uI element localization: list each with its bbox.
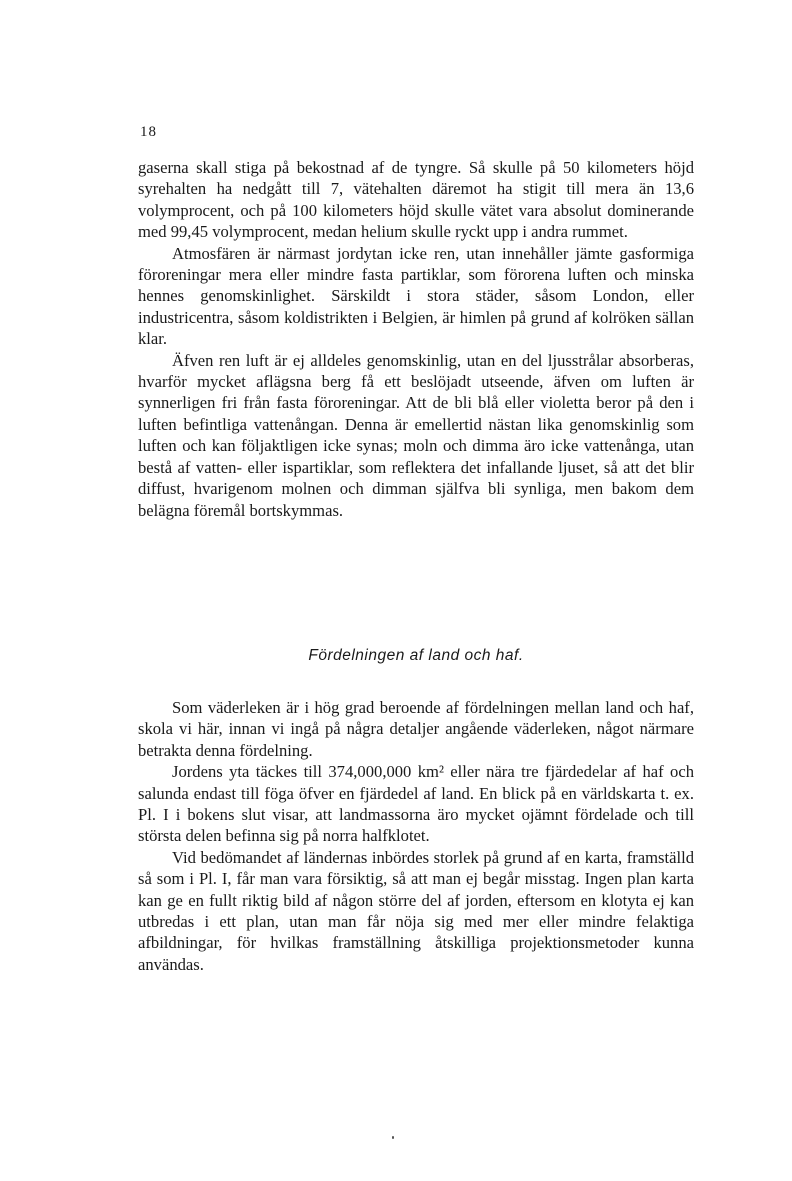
paragraph-continuation: gaserna skall stiga på bekostnad af de tyngre. Så skulle på 50 kilometers höjd syrehalten ha nedgått till 7, vätehalten däremot ha stigit till mera än 13,6 volymprocent, och på 100 kilometers höjd skulle vätet vara absolut dominerande med 99,45 volymprocent, medan helium skulle ryckt upp i andra rummet. [138,158,694,242]
section-heading: Fördelningen af land och haf. [308,647,524,664]
body-text-upper [138,157,694,521]
body-text-lower [138,697,694,975]
paragraph-weather-dependence: Som väderleken är i hög grad beroende af fördelningen mellan land och haf, skola vi här, innan vi ingå på några detaljer angående väderleken, något närmare betrakta denna fördelning. [138,698,694,760]
paragraph-map-projection: Vid bedömandet af ländernas inbördes storlek på grund af en karta, framställd så som i Pl. I, får man vara försiktig, så att man ej begår misstag. Ingen plan karta kan ge en fullt riktig bild af någon större del af jorden, eftersom en klotyta ej kan utbredas i ett plan, utan man får nöja sig med mer eller mindre felaktiga afbildningar, för hvilkas framställning åtskilliga projektionsmetoder kunna användas. [138,847,694,974]
paragraph-earth-surface: Jordens yta täckes till 374,000,000 km² eller nära tre fjärdedelar af haf och salunda endast till föga öfver en fjärdedel af land. En blick på en världskarta t. ex. Pl. I i bokens slut visar, att landmassorna äro mycket ojämnt fördelade och till största delen befinna sig på norra halfklotet. [138,762,694,846]
print-speck [392,1136,394,1139]
page-number: 18 [140,124,157,140]
paragraph-clear-air: Äfven ren luft är ej alldeles genomskinlig, utan en del ljusstrålar absorberas, hvarför mycket aflägsna berg få ett beslöjadt utseende, äfven om luften är synnerligen fri från fasta föroreningar. Att de bli blå eller violetta beror på den i luften befintliga vattenångan. Denna är emellertid nästan lika genomskinlig som luften och kan följaktligen icke synas; moln och dimma äro icke vattenånga, utan bestå af vatten- eller ispartiklar, som reflektera det infallande ljuset, så att det blir diffust, hvarigenom molnen och dimman själfva bli synliga, men bakom dem belägna föremål bortskymmas. [138,350,694,520]
paragraph-atmosphere: Atmosfären är närmast jordytan icke ren, utan innehåller jämte gasformiga föroreningar mera eller mindre fasta partiklar, som förorena luften och minska hennes genomskinlighet. Särskildt i stora städer, såsom London, eller industricentra, såsom koldistrikten i Belgien, är himlen på grund af kolröken sällan klar. [138,243,694,349]
